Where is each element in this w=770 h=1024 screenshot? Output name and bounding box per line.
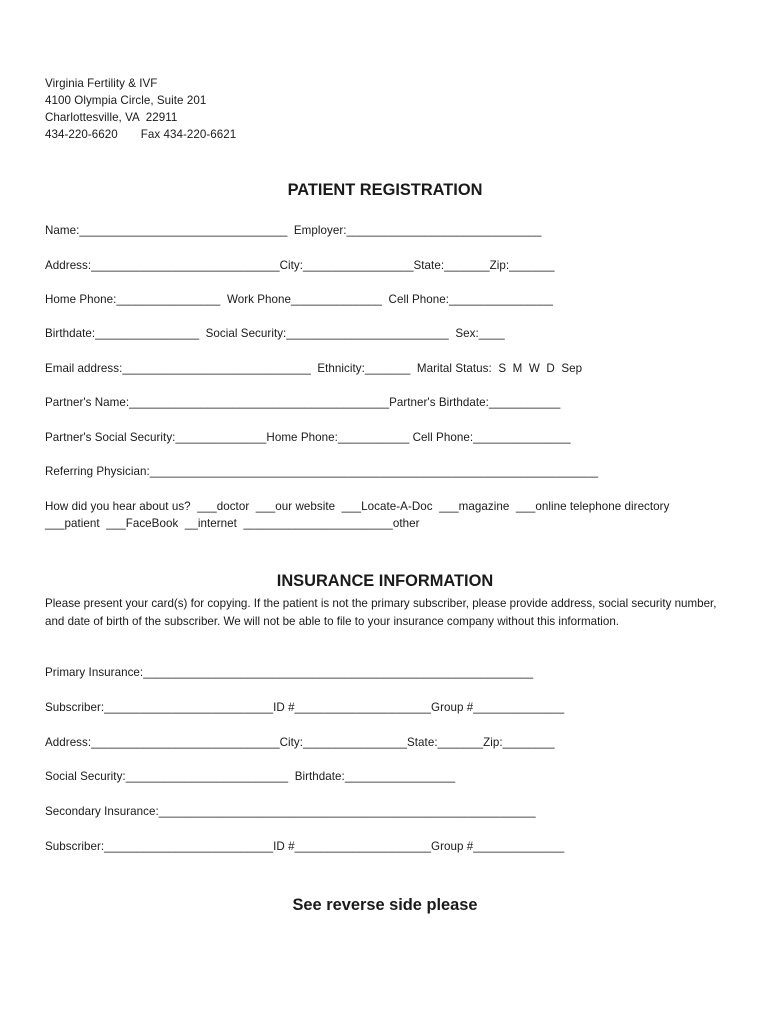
clinic-name: Virginia Fertility & IVF — [45, 77, 158, 90]
address-line[interactable]: Address:_____________________________City:_________________State:_______Zip:_______ — [45, 259, 555, 272]
secondary-subscriber-line[interactable]: Subscriber:__________________________ID #_____________________Group #______________ — [45, 840, 565, 853]
subscriber-ssn-birthdate-line[interactable]: Social Security:_________________________ Birthdate:_________________ — [45, 770, 456, 783]
birthdate-ssn-sex-line[interactable]: Birthdate:________________ Social Security:_________________________ Sex:____ — [45, 327, 505, 340]
insurance-heading: INSURANCE INFORMATION — [276, 572, 494, 590]
phones-line[interactable]: Home Phone:________________ Work Phone______________ Cell Phone:________________ — [45, 293, 554, 306]
primary-subscriber-line[interactable]: Subscriber:__________________________ID #_____________________Group #______________ — [45, 701, 565, 714]
email-ethnicity-marital-line[interactable]: Email address:_____________________________ Ethnicity:_______ Marital Status: S M W D Sep — [45, 362, 583, 375]
referral-source-line-2[interactable]: ___patient ___FaceBook __internet _______________________other — [45, 517, 420, 530]
subscriber-address-line[interactable]: Address:_____________________________City:________________State:_______Zip:________ — [45, 736, 555, 749]
reverse-side-note: See reverse side please — [292, 896, 478, 914]
primary-insurance-line[interactable]: Primary Insurance:____________________________________________________________ — [45, 666, 534, 679]
partner-ssn-phone-line[interactable]: Partner's Social Security:______________Home Phone:___________ Cell Phone:_______________ — [45, 431, 571, 444]
secondary-insurance-line[interactable]: Secondary Insurance:__________________________________________________________ — [45, 805, 536, 818]
clinic-street: 4100 Olympia Circle, Suite 201 — [45, 94, 207, 107]
clinic-city: Charlottesville, VA 22911 — [45, 111, 178, 124]
registration-heading: PATIENT REGISTRATION — [287, 181, 483, 199]
partner-name-line[interactable]: Partner's Name:________________________________________Partner's Birthdate:___________ — [45, 396, 561, 409]
clinic-phone-fax: 434-220-6620 Fax 434-220-6621 — [45, 128, 237, 141]
name-employer-line[interactable]: Name:________________________________ Employer:______________________________ — [45, 224, 542, 237]
referring-physician-line[interactable]: Referring Physician:_____________________________________________________________________ — [45, 465, 599, 478]
insurance-intro: Please present your card(s) for copying. If the patient is not the primary subscriber, please provide address, social security number, and date of birth of the subscriber. We will not be able to file to your insurance company without this information. — [45, 597, 717, 628]
referral-source-line[interactable]: How did you hear about us? ___doctor ___our website ___Locate-A-Doc ___magazine ___online telephone directory — [45, 500, 670, 513]
